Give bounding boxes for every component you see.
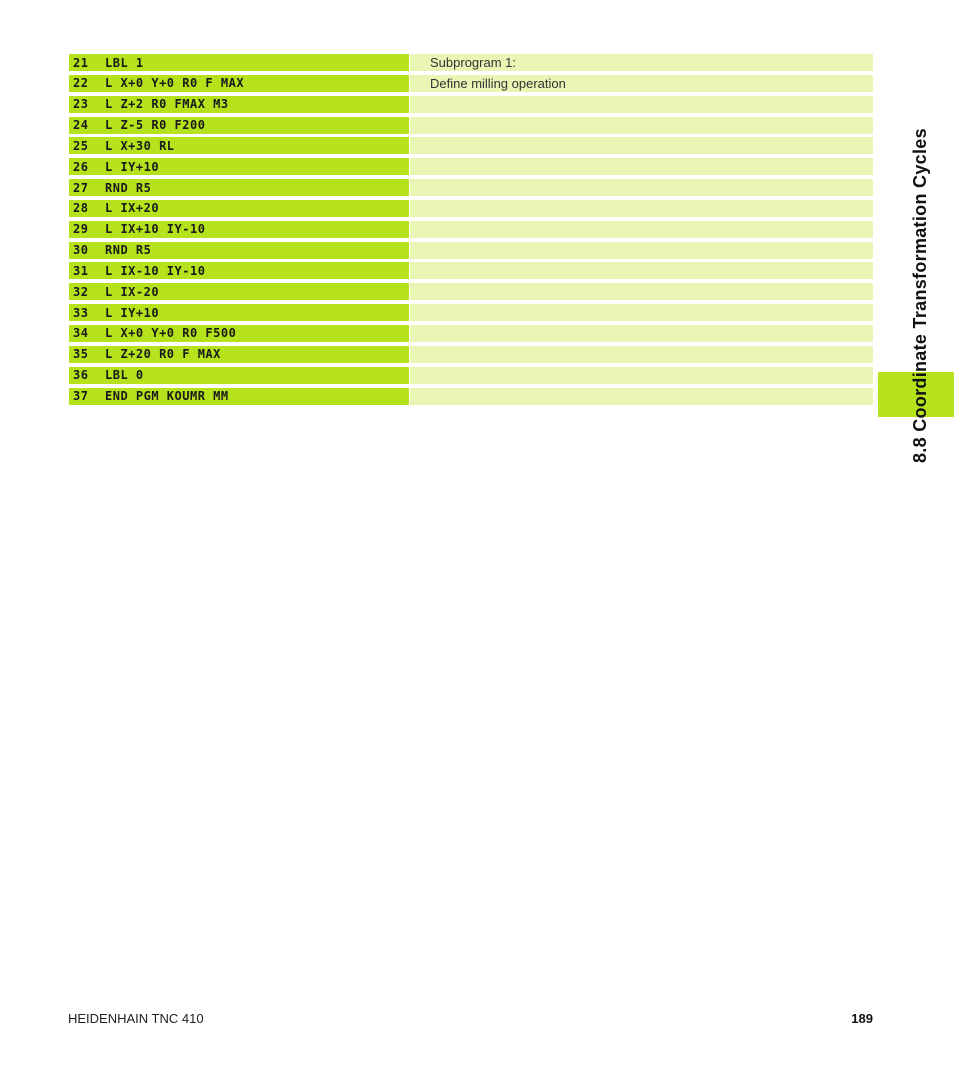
line-number: 25 [73,138,89,153]
nc-code-text: END PGM KOUMR MM [105,389,229,403]
line-number: 26 [73,159,89,174]
line-number: 27 [73,180,89,195]
line-number: 24 [73,118,89,133]
program-line [69,221,873,238]
program-line [69,325,873,342]
comment-cell [410,304,873,321]
comment-cell [410,242,873,259]
program-line [69,179,873,196]
line-number: 31 [73,263,89,278]
program-line [69,283,873,300]
program-line [69,96,873,113]
comment-cell [410,367,873,384]
program-line [69,346,873,363]
program-line [69,388,873,405]
nc-code-text: L X+0 Y+0 R0 F500 [105,326,237,341]
nc-code-cell [69,262,409,279]
comment-cell [410,117,873,134]
program-line [69,158,873,175]
nc-code-cell [69,75,409,92]
nc-code-text: L IY+10 [105,305,160,320]
line-number: 23 [73,97,89,112]
nc-code-text: RND R5 [105,243,152,258]
program-line [69,75,873,92]
program-line [69,137,873,154]
comment-cell [410,262,873,279]
comment-cell [410,96,873,113]
line-number: 28 [73,201,89,216]
program-line [69,242,873,259]
nc-code-text: L IY+10 [105,159,160,174]
program-line [69,54,873,71]
nc-code-cell [69,200,409,217]
comment-cell [410,388,873,405]
comment-cell [410,346,873,363]
program-line [69,262,873,279]
nc-code-text: RND R5 [105,180,152,195]
nc-code-cell [69,388,409,405]
line-number: 30 [73,243,89,258]
program-line [69,367,873,384]
nc-code-text: LBL 0 [105,368,144,383]
nc-code-text: L IX+10 IY-10 [105,222,206,237]
line-number: 35 [73,347,89,362]
line-number: 32 [73,284,89,299]
nc-code-text: L Z-5 R0 F200 [105,118,206,133]
program-listing [69,54,873,408]
nc-code-cell [69,346,409,363]
section-title: 8.8 Coordinate Transformation Cycles [910,128,930,463]
comment-cell: Define milling operation [410,75,873,92]
nc-code-cell [69,117,409,134]
nc-code-text: L Z+2 R0 FMAX M3 [105,97,229,112]
program-line [69,200,873,217]
nc-code-cell [69,137,409,154]
program-line [69,304,873,321]
nc-code-cell [69,304,409,321]
page-number: 189 [851,1011,873,1026]
line-number: 36 [73,368,89,383]
line-number: 21 [73,55,89,70]
program-line [69,117,873,134]
comment-cell [410,221,873,238]
comment-cell [410,283,873,300]
nc-code-text: L Z+20 R0 F MAX [105,347,221,362]
comment-cell [410,158,873,175]
line-number: 37 [73,389,89,403]
comment-cell [410,137,873,154]
nc-code-cell [69,158,409,175]
nc-code-cell [69,367,409,384]
nc-code-cell [69,54,409,71]
comment-cell [410,325,873,342]
nc-code-cell [69,179,409,196]
line-number: 29 [73,222,89,237]
nc-code-cell [69,221,409,238]
line-number: 34 [73,326,89,341]
nc-code-text: L X+30 RL [105,138,175,153]
nc-code-text: L X+0 Y+0 R0 F MAX [105,76,245,91]
nc-code-cell [69,96,409,113]
footer-manual-name: HEIDENHAIN TNC 410 [68,1011,204,1026]
line-number: 33 [73,305,89,320]
nc-code-cell [69,242,409,259]
nc-code-text: L IX-10 IY-10 [105,263,206,278]
comment-cell [410,179,873,196]
nc-code-text: L IX+20 [105,201,160,216]
comment-cell: Subprogram 1: [410,54,873,71]
nc-code-cell [69,283,409,300]
comment-cell [410,200,873,217]
nc-code-cell [69,325,409,342]
line-number: 22 [73,76,89,91]
nc-code-text: LBL 1 [105,55,144,70]
nc-code-text: L IX-20 [105,284,160,299]
